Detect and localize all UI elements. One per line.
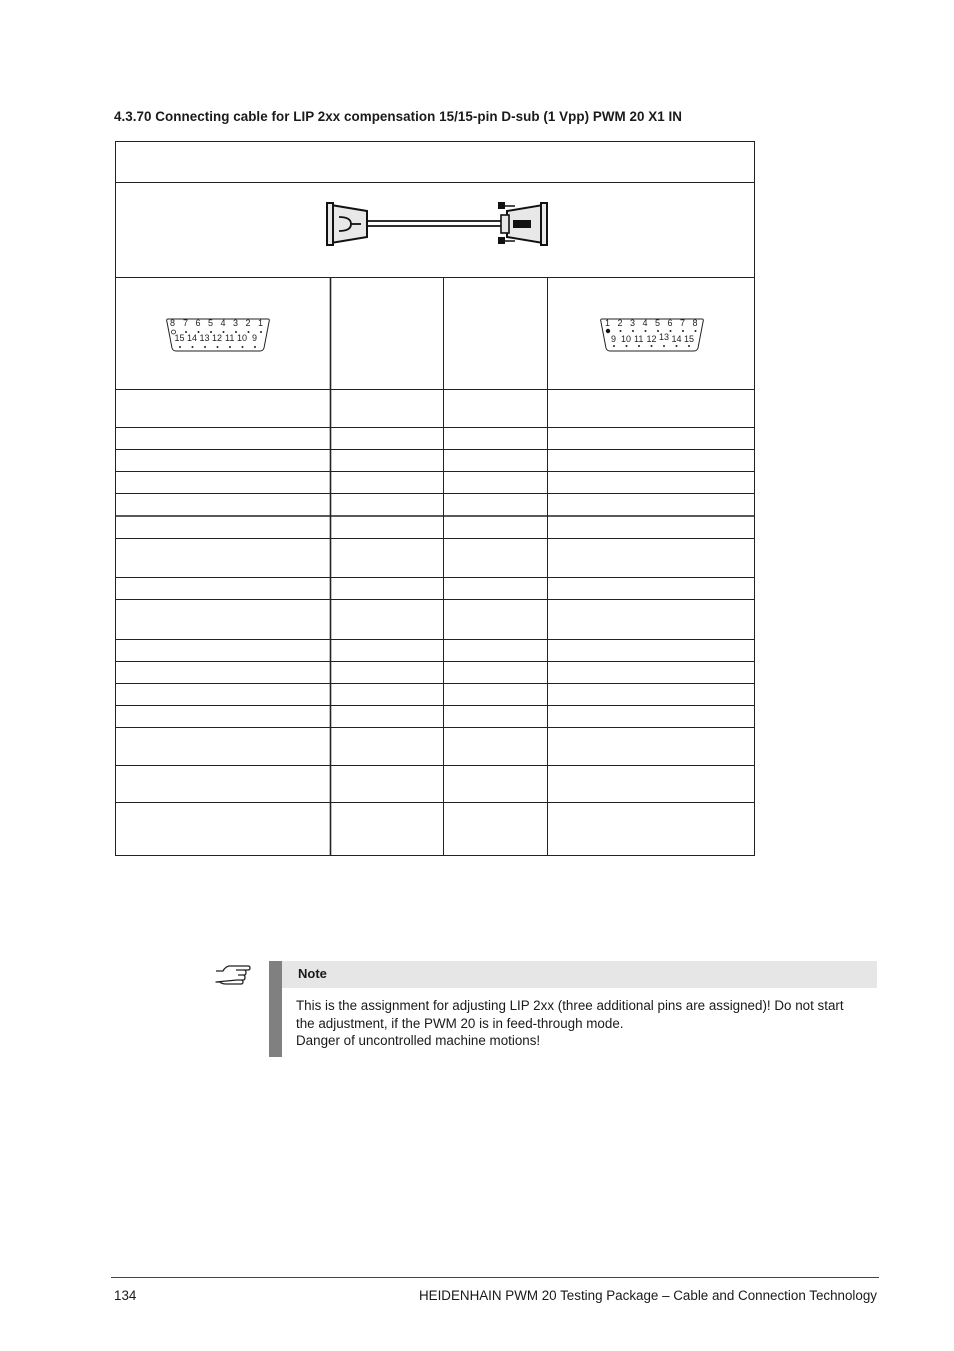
right-pin-label: 1 [605, 318, 611, 328]
left-pin-label: 14 [187, 333, 198, 343]
right-pin-label: 5 [655, 318, 661, 328]
left-pin-label: 4 [220, 318, 226, 328]
right-pin-label: 14 [671, 334, 682, 344]
left-pin-label: 12 [212, 333, 223, 343]
note-title: Note [298, 966, 327, 981]
note-callout [269, 961, 877, 1057]
note-line: the adjustment, if the PWM 20 is in feed-through mode. [296, 1015, 624, 1031]
table-grid [115, 141, 755, 856]
page-number: 134 [114, 1288, 137, 1303]
right-pin-label: 10 [621, 334, 632, 344]
left-pin-label: 1 [258, 318, 264, 328]
note-body [296, 997, 881, 1050]
right-pin-label: 2 [617, 318, 623, 328]
left-pin-label: 8 [170, 318, 176, 328]
pointing-hand-icon [214, 962, 252, 986]
cable-illustration [327, 202, 547, 245]
left-pin-label: 7 [183, 318, 189, 328]
table-row-lines [115, 390, 755, 803]
left-pin-label: 3 [233, 318, 239, 328]
note-line: This is the assignment for adjusting LIP 2xx (three additional pins are assigned)! Do not start [296, 998, 844, 1013]
footer-divider [111, 1277, 879, 1278]
right-pin-label: 7 [680, 318, 686, 328]
note-line: Danger of uncontrolled machine motions! [296, 1033, 541, 1048]
pin-assignment-table [115, 141, 755, 856]
right-pin-label: 11 [634, 334, 644, 344]
right-pin-label: 3 [630, 318, 636, 328]
left-pin-label: 15 [174, 333, 185, 343]
right-pin-label: 12 [646, 334, 657, 344]
section-title: 4.3.70 Connecting cable for LIP 2xx compensation 15/15-pin D-sub (1 Vpp) PWM 20 X1 IN [114, 109, 683, 124]
right-pin-label: 15 [684, 334, 695, 344]
left-pin-label: 6 [195, 318, 201, 328]
right-pin-label: 13 [659, 332, 670, 342]
left-pin-label: 11 [225, 333, 235, 343]
note-accent-bar [269, 961, 282, 1057]
right-pin-label: 9 [611, 334, 617, 344]
right-pin-label: 6 [667, 318, 673, 328]
left-pin-label: 13 [199, 333, 210, 343]
left-pin-label: 5 [208, 318, 214, 328]
note-header [282, 961, 877, 988]
left-pin-label: 10 [237, 333, 248, 343]
footer-title: HEIDENHAIN PWM 20 Testing Package – Cable and Connection Technology [418, 1288, 877, 1303]
left-pin-label: 2 [245, 318, 251, 328]
right-pin-label: 8 [692, 318, 698, 328]
right-pin-label: 4 [642, 318, 648, 328]
left-pin-label: 9 [252, 333, 258, 343]
